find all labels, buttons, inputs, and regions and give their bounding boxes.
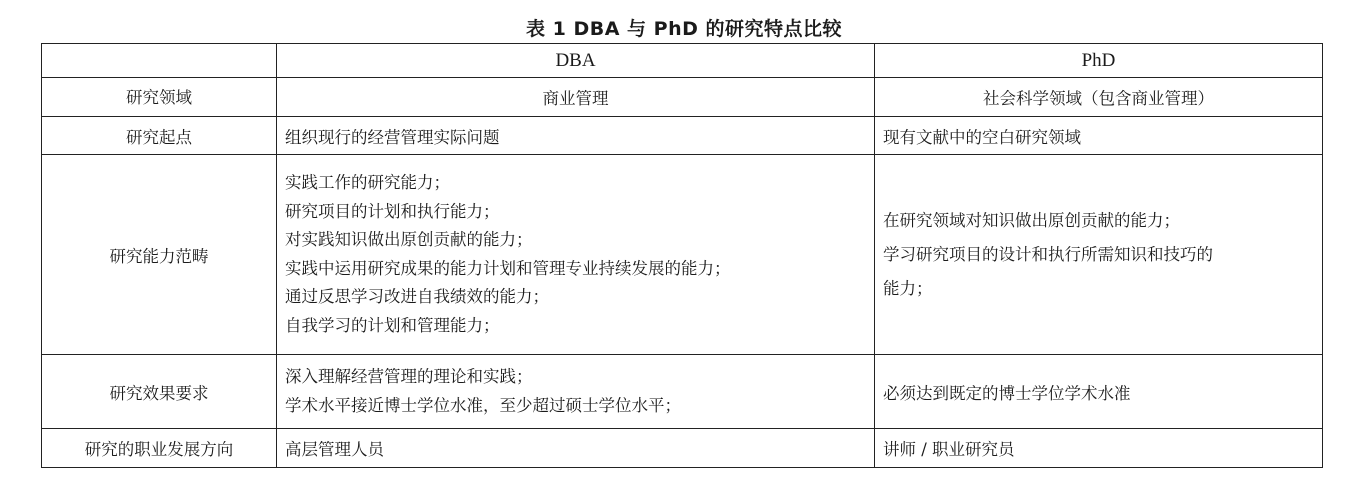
- table-row: [42, 355, 1323, 429]
- table-header-row: [42, 44, 1323, 78]
- dba-research-field: [277, 78, 875, 117]
- dba-outcome-requirements: [277, 355, 875, 429]
- dba-research-ability: [277, 155, 875, 355]
- phd-outcome-requirements: [875, 355, 1323, 429]
- row-label-starting-point: 研究起点: [42, 117, 277, 155]
- cell-line: 必须达到既定的博士学位学术水准: [883, 383, 1131, 403]
- cell-line: 高层管理人员: [285, 440, 384, 459]
- table-row: [42, 429, 1323, 468]
- header-empty-cell: [42, 44, 277, 78]
- cell-line: 通过反思学习改进自我绩效的能力；: [285, 287, 549, 306]
- cell-line: 社会科学领域（包含商业管理）: [983, 89, 1214, 108]
- cell-line: 现有文献中的空白研究领域: [883, 127, 1081, 147]
- cell-line: 实践中运用研究成果的能力计划和管理专业持续发展的能力；: [285, 258, 731, 278]
- cell-line: 在研究领域对知识做出原创贡献的能力；: [883, 210, 1180, 230]
- header-phd: PhD: [875, 44, 1323, 78]
- row-label-outcome-requirements: 研究效果要求: [42, 355, 277, 429]
- cell-line: 自我学习的计划和管理能力；: [285, 315, 500, 335]
- comparison-table: [41, 43, 1323, 468]
- cell-line: 商业管理: [542, 89, 609, 108]
- phd-career-direction: [875, 429, 1323, 468]
- row-label-research-field: 研究领域: [42, 78, 277, 117]
- phd-starting-point: [875, 117, 1323, 155]
- row-label-research-ability: 研究能力范畴: [42, 155, 277, 355]
- cell-line: 对实践知识做出原创贡献的能力；: [285, 230, 533, 249]
- cell-line: 学术水平接近博士学位水准，至少超过硕士学位水平；: [285, 395, 681, 415]
- dba-starting-point: [277, 117, 875, 155]
- cell-line: 组织现行的经营管理实际问题: [285, 127, 500, 147]
- cell-line: 讲师 / 职业研究员: [883, 440, 1015, 459]
- table-row: [42, 155, 1323, 355]
- table-row: [42, 78, 1323, 117]
- table-row: [42, 117, 1323, 155]
- cell-line: 实践工作的研究能力；: [285, 173, 450, 192]
- header-dba: DBA: [277, 44, 875, 78]
- phd-research-ability: [875, 155, 1323, 355]
- phd-research-field: [875, 78, 1323, 117]
- dba-career-direction: [277, 429, 875, 468]
- cell-line: 深入理解经营管理的理论和实践；: [285, 367, 533, 386]
- cell-line: 能力；: [883, 278, 933, 298]
- table-caption: 表 1 DBA 与 PhD 的研究特点比较: [526, 18, 842, 40]
- cell-line: 研究项目的计划和执行能力；: [285, 201, 500, 221]
- cell-line: 学习研究项目的设计和执行所需知识和技巧的: [883, 244, 1213, 264]
- row-label-career-direction: 研究的职业发展方向: [42, 429, 277, 468]
